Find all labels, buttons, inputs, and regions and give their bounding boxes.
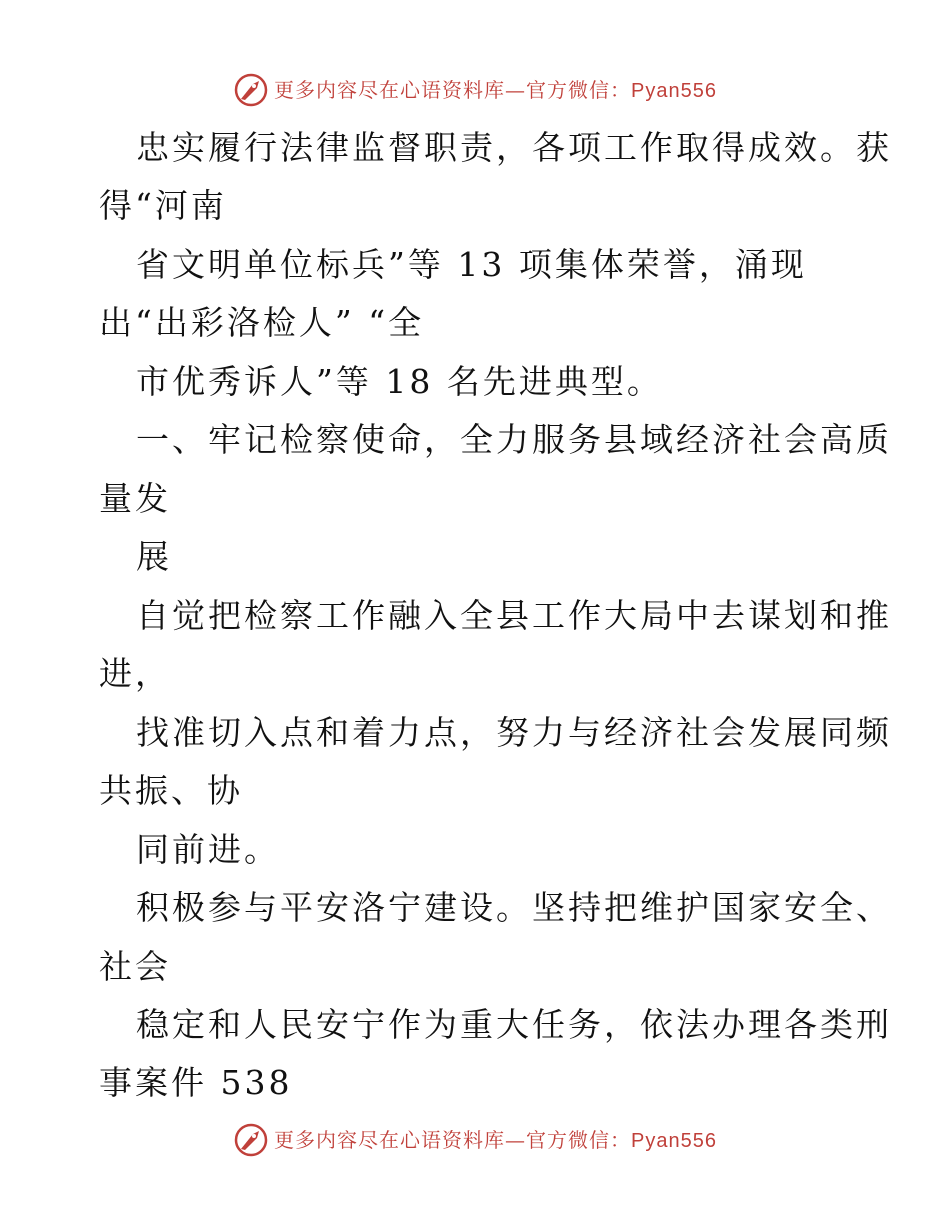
pen-nib-logo-icon [233,1122,269,1158]
text-line: 同前进。 [136,830,280,869]
text-line: 自觉把检察工作融入全县工作大局中去谋划和推 [136,596,892,635]
banner-wechat-id: Pyan556 [631,1130,717,1152]
text-line: 积极参与平安洛宁建设。坚持把维护国家安全、 [136,888,892,927]
section-heading: 一、牢记检察使命，全力服务县域经济社会高质 [136,420,892,459]
text-line: 进， [99,654,171,693]
text-line: 出“出彩洛检人” “全 [99,303,425,342]
banner-text: 更多内容尽在心语资料库—官方微信：Pyan556 [274,78,717,102]
text-line: 忠实履行法律监督职责，各项工作取得成效。获 [136,128,892,167]
text-line: 展 [136,537,172,576]
text-line: 得“河南 [99,186,227,225]
text-line: 事案件 538 [99,1063,293,1102]
banner-text: 更多内容尽在心语资料库—官方微信：Pyan556 [274,1128,717,1152]
text-line: 稳定和人民安宁作为重大任务，依法办理各类刑 [136,1005,892,1044]
text-line: 省文明单位标兵”等 13 项集体荣誉，涌现 [136,245,807,284]
text-line: 量发 [99,479,171,518]
text-line: 社会 [99,947,171,986]
footer-banner [0,1120,950,1160]
pen-nib-logo-icon [233,72,269,108]
header-banner [0,70,950,110]
text-line: 找准切入点和着力点，努力与经济社会发展同频 [136,713,892,752]
banner-wechat-id: Pyan556 [631,80,717,102]
text-line: 共振、协 [99,771,243,810]
text-line: 市优秀诉人”等 18 名先进典型。 [136,362,663,401]
